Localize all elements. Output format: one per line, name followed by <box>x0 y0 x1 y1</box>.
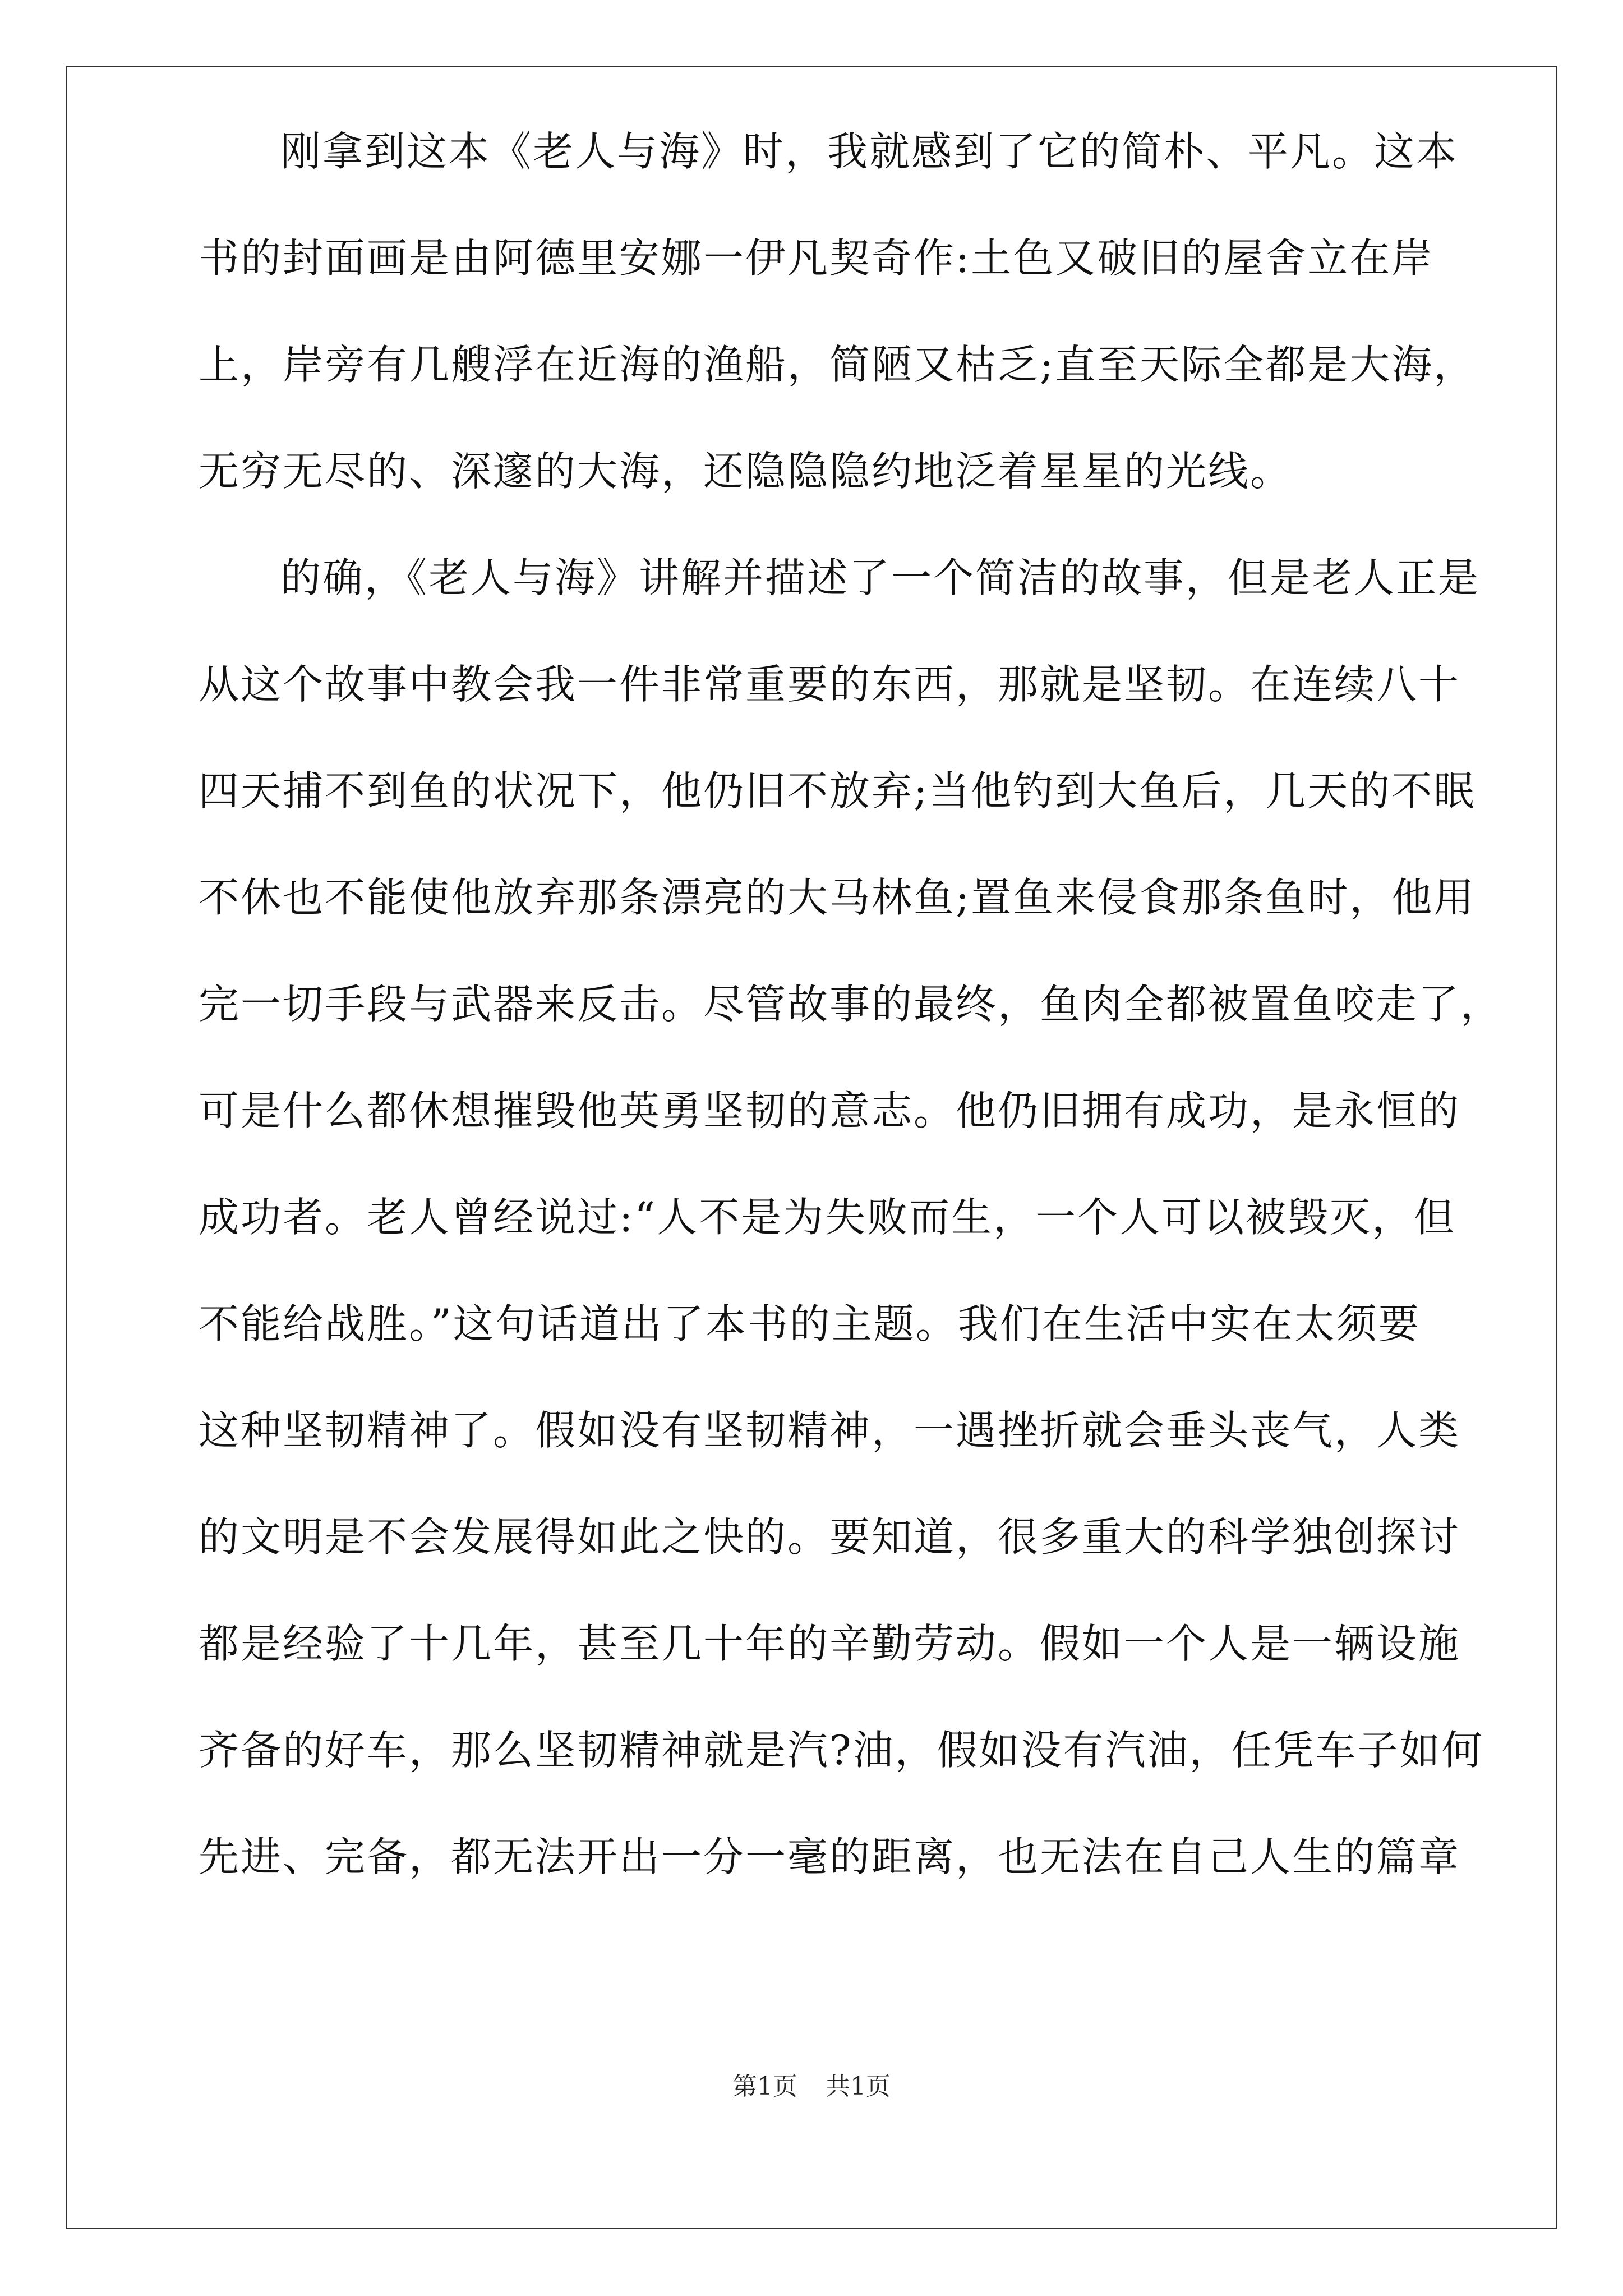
paragraph-1-line-1: 刚拿到这本《老人与海》时，我就感到了它的简朴、平凡。这本 <box>280 128 1459 175</box>
paragraph-2-line-5: 完一切手段与武器来反击。尽管故事的最终，鱼肉全都被置鱼咬走了， <box>199 981 1503 1028</box>
paragraph-2-line-1: 的确，《老人与海》讲解并描述了一个简洁的故事，但是老人正是 <box>280 554 1481 601</box>
paragraph-1-line-2: 书的封面画是由阿德里安娜一伊凡契奇作:土色又破旧的屋舍立在岸 <box>199 234 1434 282</box>
page-footer <box>0 2070 1623 2104</box>
page-total: 共1页 <box>826 2072 891 2101</box>
paragraph-2-line-13: 先进、完备，都无法开出一分一毫的距离，也无法在自己人生的篇章 <box>199 1833 1461 1880</box>
paragraph-2-line-6: 可是什么都休想摧毁他英勇坚韧的意志。他仍旧拥有成功，是永恒的 <box>199 1087 1461 1134</box>
paragraph-2-line-3: 四天捕不到鱼的状况下，他仍旧不放弃;当他钓到大鱼后，几天的不眠 <box>199 767 1476 815</box>
paragraph-1-line-4: 无穷无尽的、深邃的大海，还隐隐隐约地泛着星星的光线。 <box>199 448 1293 495</box>
paragraph-2-line-9: 这种坚韧精神了。假如没有坚韧精神，一遇挫折就会垂头丧气，人类 <box>199 1407 1461 1454</box>
paragraph-2-line-12: 齐备的好车，那么坚韧精神就是汽?油，假如没有汽油，任凭车子如何 <box>199 1727 1484 1774</box>
paragraph-2-line-10: 的文明是不会发展得如此之快的。要知道，很多重大的科学独创探讨 <box>199 1513 1461 1561</box>
paragraph-2-line-4: 不休也不能使他放弃那条漂亮的大马林鱼;置鱼来侵食那条鱼时，他用 <box>199 874 1476 921</box>
paragraph-2-line-7: 成功者。老人曾经说过:“人不是为失败而生，一个人可以被毁灭，但 <box>199 1194 1456 1241</box>
paragraph-2-line-11: 都是经验了十几年，甚至几十年的辛勤劳动。假如一个人是一辆设施 <box>199 1620 1461 1667</box>
paragraph-2-line-2: 从这个故事中教会我一件非常重要的东西，那就是坚韧。在连续八十 <box>199 661 1461 708</box>
paragraph-1-line-3: 上，岸旁有几艘浮在近海的渔船，简陋又枯乏;直至天际全都是大海， <box>199 341 1476 388</box>
page-number: 第1页 <box>732 2072 797 2101</box>
paragraph-2-line-8: 不能给战胜。”这句话道出了本书的主题。我们在生活中实在太须要 <box>199 1300 1421 1347</box>
